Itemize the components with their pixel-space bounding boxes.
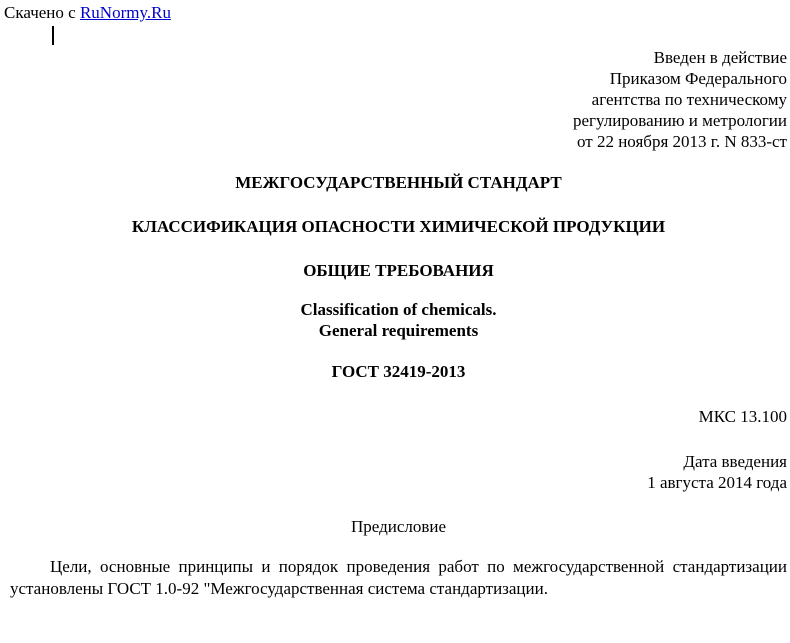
- standard-type-heading: МЕЖГОСУДАРСТВЕННЫЙ СТАНДАРТ: [235, 173, 562, 192]
- text-cursor: [52, 26, 54, 45]
- english-title-line: Classification of chemicals.: [300, 300, 497, 319]
- introduction-date-label: Дата введения: [683, 452, 787, 471]
- download-source-line: [4, 3, 171, 23]
- approval-line: Приказом Федерального: [609, 69, 787, 88]
- gost-code: ГОСТ 32419-2013: [331, 362, 466, 381]
- standard-name-heading: КЛАССИФИКАЦИЯ ОПАСНОСТИ ХИМИЧЕСКОЙ ПРОДУКЦИИ: [131, 217, 666, 236]
- english-title-line: General requirements: [318, 321, 479, 340]
- introduction-date-block: [10, 451, 787, 493]
- runormy-link[interactable]: RuNormy.Ru: [79, 3, 171, 22]
- approval-line: агентства по техническому: [591, 90, 787, 109]
- approval-line: Введен в действие: [653, 48, 787, 67]
- approval-line: регулированию и метрологии: [572, 111, 787, 130]
- english-title: [10, 299, 787, 341]
- document-body: [10, 47, 787, 600]
- approval-block: [10, 47, 787, 152]
- download-prefix: Скачено с: [4, 3, 80, 22]
- introduction-date-value: 1 августа 2014 года: [647, 473, 787, 492]
- approval-line: от 22 ноября 2013 г. N 833-ст: [577, 132, 787, 151]
- mks-code: МКС 13.100: [698, 407, 787, 426]
- preface-paragraph: Цели, основные принципы и порядок проведения работ по межгосударственной стандартизации установлены ГОСТ 1.0-92 "Межгосударственная система стандартизации.: [10, 557, 787, 598]
- preface-title: Предисловие: [350, 517, 447, 536]
- standard-subname-heading: ОБЩИЕ ТРЕБОВАНИЯ: [303, 261, 494, 280]
